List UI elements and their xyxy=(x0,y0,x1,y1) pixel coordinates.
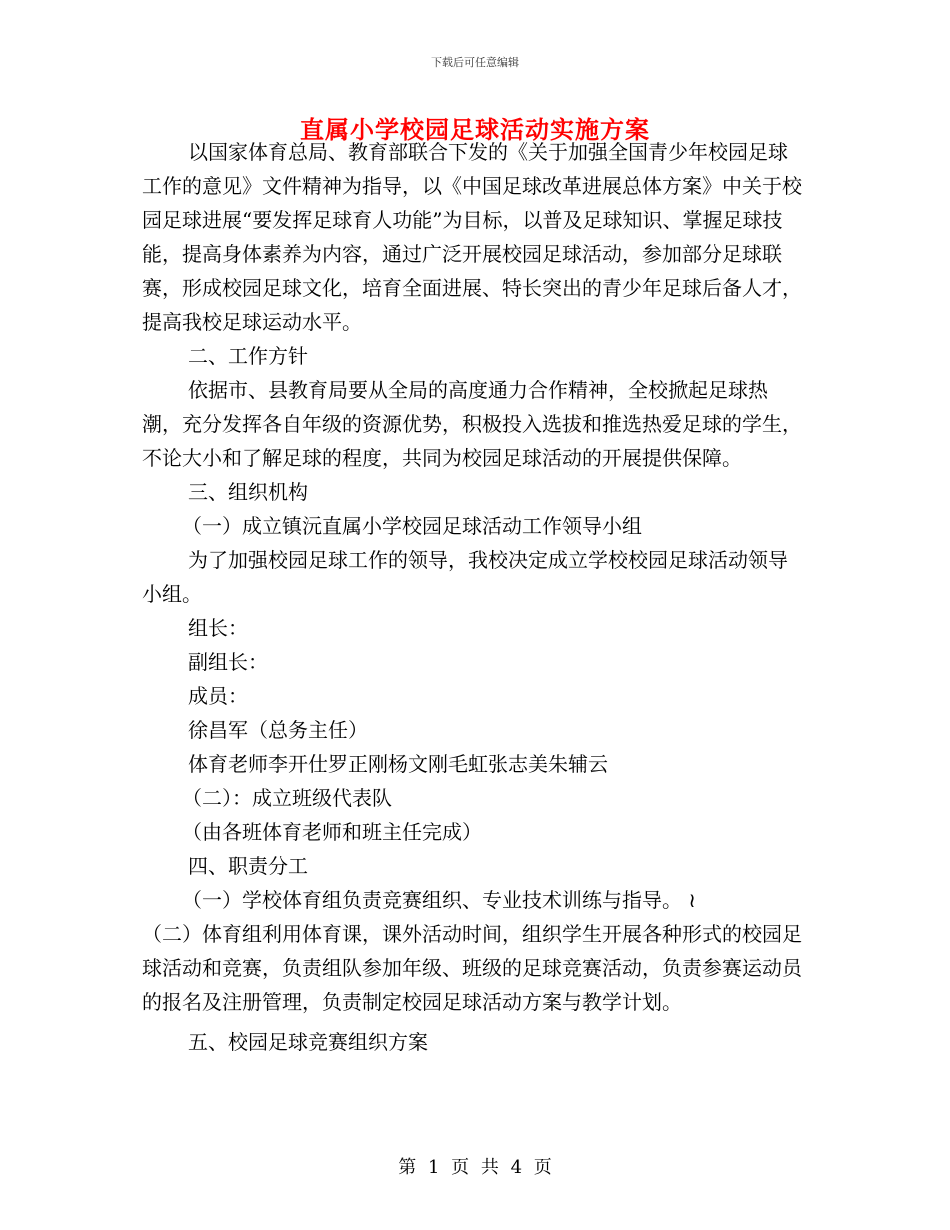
section-3-sub2-note: （由各班体育老师和班主任完成） xyxy=(182,820,482,844)
section-3-sub1-body: 为了加强校园足球工作的领导，我校决定成立学校校园足球活动领导小组。 xyxy=(142,548,788,606)
section-5-heading: 五、校园足球竞赛组织方案 xyxy=(188,1030,428,1054)
section-3-heading: 三、组织机构 xyxy=(188,480,308,504)
document-body xyxy=(142,135,802,1059)
section-3-sub2-heading: （二）：成立班级代表队 xyxy=(182,786,392,810)
members-line: 成员： xyxy=(188,684,248,708)
document-title: 直属小学校园足球活动实施方案 xyxy=(300,115,650,144)
deputy-line: 副组长： xyxy=(188,650,268,674)
section-4-item-1: （一）学校体育组负责竞赛组织、专业技术训练与指导。 ≀ xyxy=(182,888,696,912)
page-header-note: 下载后可任意编辑 xyxy=(431,56,519,69)
member-2: 体育老师李开仕罗正刚杨文刚毛虹张志美朱辅云 xyxy=(188,752,608,776)
section-2-heading: 二、工作方针 xyxy=(188,344,308,368)
section-2-body: 依据市、县教育局要从全局的高度通力合作精神，全校掀起足球热潮，充分发挥各自年级的资源优势，积极投入选拔和推选热爱足球的学生，不论大小和了解足球的程度，共同为校园足球活动的开展提供保障。 xyxy=(142,378,802,470)
section-4-item-2: （二）体育组利用体育课，课外活动时间，组织学生开展各种形式的校园足球活动和竞赛，负责组队参加年级、班级的足球竞赛活动，负责参赛运动员的报名及注册管理，负责制定校园足球活动方案与教学计划。 xyxy=(142,922,802,1014)
intro-paragraph: 以国家体育总局、教育部联合下发的《关于加强全国青少年校园足球工作的意见》文件精神为指导，以《中国足球改革进展总体方案》中关于校园足球进展“要发挥足球育人功能”为目标，以普及足球知识、掌握足球技能，提高身体素养为内容，通过广泛开展校园足球活动，参加部分足球联赛，形成校园足球文化，培育全面进展、特长突出的青少年足球后备人才，提高我校足球运动水平。 xyxy=(142,140,802,334)
section-4-heading: 四、职责分工 xyxy=(188,854,308,878)
page-number-footer: 第 1 页 共 4 页 xyxy=(398,1157,552,1178)
member-1: 徐昌军（总务主任） xyxy=(188,718,368,742)
leader-line: 组长： xyxy=(188,616,248,640)
section-3-sub1-heading: （一）成立镇沅直属小学校园足球活动工作领导小组 xyxy=(182,514,642,538)
